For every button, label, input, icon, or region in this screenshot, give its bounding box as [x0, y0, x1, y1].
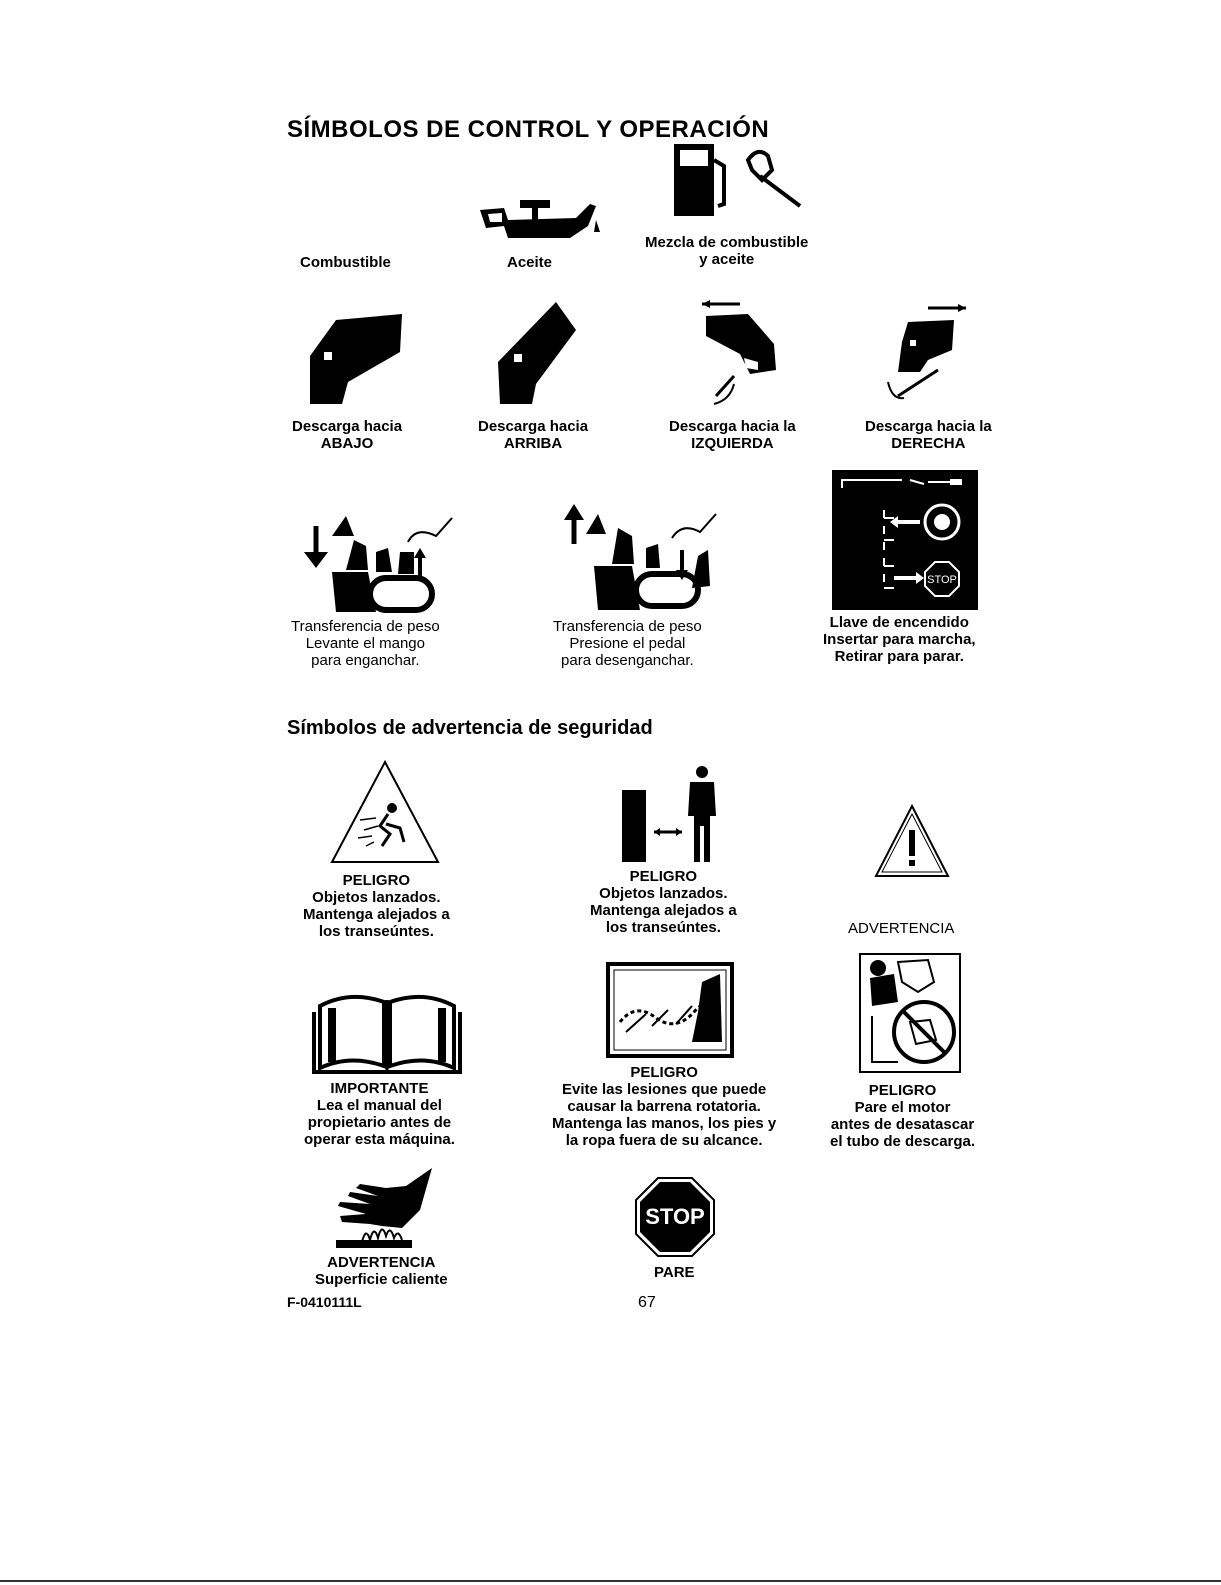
general-warning-caption: ADVERTENCIA [848, 920, 955, 937]
page-number: 67 [638, 1294, 656, 1311]
weight-transfer-lift-caption: Transferencia de peso Levante el mango para enganchar. [291, 618, 440, 669]
general-warning-icon [874, 804, 950, 880]
rotating-auger-icon [606, 962, 734, 1058]
thrown-objects-caption: PELIGRO Objetos lanzados. Mantenga alejados a los transeúntes. [303, 872, 450, 940]
chute-right-icon [884, 302, 974, 406]
keep-distance-caption: PELIGRO Objetos lanzados. Mantenga alejados a los transeúntes. [590, 868, 737, 936]
owners-manual-caption: IMPORTANTE Lea el manual del propietario antes de operar esta máquina. [304, 1080, 455, 1148]
chute-up-icon [496, 300, 580, 406]
chute-left-icon [700, 300, 780, 410]
weight-transfer-press-caption: Transferencia de peso Presione el pedal para desenganchar. [553, 618, 702, 669]
fuel-pump-icon [672, 140, 812, 220]
scan-edge-line [0, 1580, 1221, 1582]
chute-down-caption: Descarga hacia ABAJO [292, 418, 403, 452]
oil-caption: Aceite [507, 254, 553, 271]
keep-distance-icon [620, 766, 724, 864]
chute-up-caption: Descarga hacia ARRIBA [478, 418, 589, 452]
oil-can-icon [478, 198, 608, 246]
clear-chute-caption: PELIGRO Pare el motor antes de desatascar el tubo de descarga. [830, 1082, 976, 1150]
clear-chute-danger-icon [858, 952, 962, 1074]
fuel-caption: Combustible [300, 254, 391, 271]
mix-caption: Mezcla de combustible y aceite [645, 234, 809, 268]
stop-sign-text: STOP [645, 1204, 705, 1229]
chute-down-icon [306, 312, 406, 406]
weight-transfer-press-icon [562, 504, 722, 616]
rotating-auger-caption: PELIGRO Evite las lesiones que puede causar la barrena rotatoria. Mantenga las manos, los pies y la ropa fuera de su alcance. [552, 1064, 777, 1149]
thrown-objects-warning-icon [330, 760, 440, 864]
weight-transfer-lift-icon [296, 512, 456, 616]
ignition-key-caption: Llave de encendido Insertar para marcha, Retirar para parar. [823, 614, 976, 665]
safety-section-title: Símbolos de advertencia de seguridad [287, 717, 653, 739]
stop-sign-icon [634, 1176, 716, 1258]
control-section-title: SÍMBOLOS DE CONTROL Y OPERACIÓN [287, 116, 770, 143]
key-stop-text: STOP [927, 574, 957, 586]
owners-manual-icon [310, 986, 464, 1074]
hot-surface-caption: ADVERTENCIA Superficie caliente [315, 1254, 448, 1288]
ignition-key-icon [832, 470, 978, 610]
hot-surface-icon [336, 1166, 440, 1250]
stop-caption: PARE [654, 1264, 695, 1281]
document-code: F-0410111L [287, 1294, 362, 1310]
chute-left-caption: Descarga hacia la IZQUIERDA [669, 418, 796, 452]
chute-right-caption: Descarga hacia la DERECHA [865, 418, 992, 452]
